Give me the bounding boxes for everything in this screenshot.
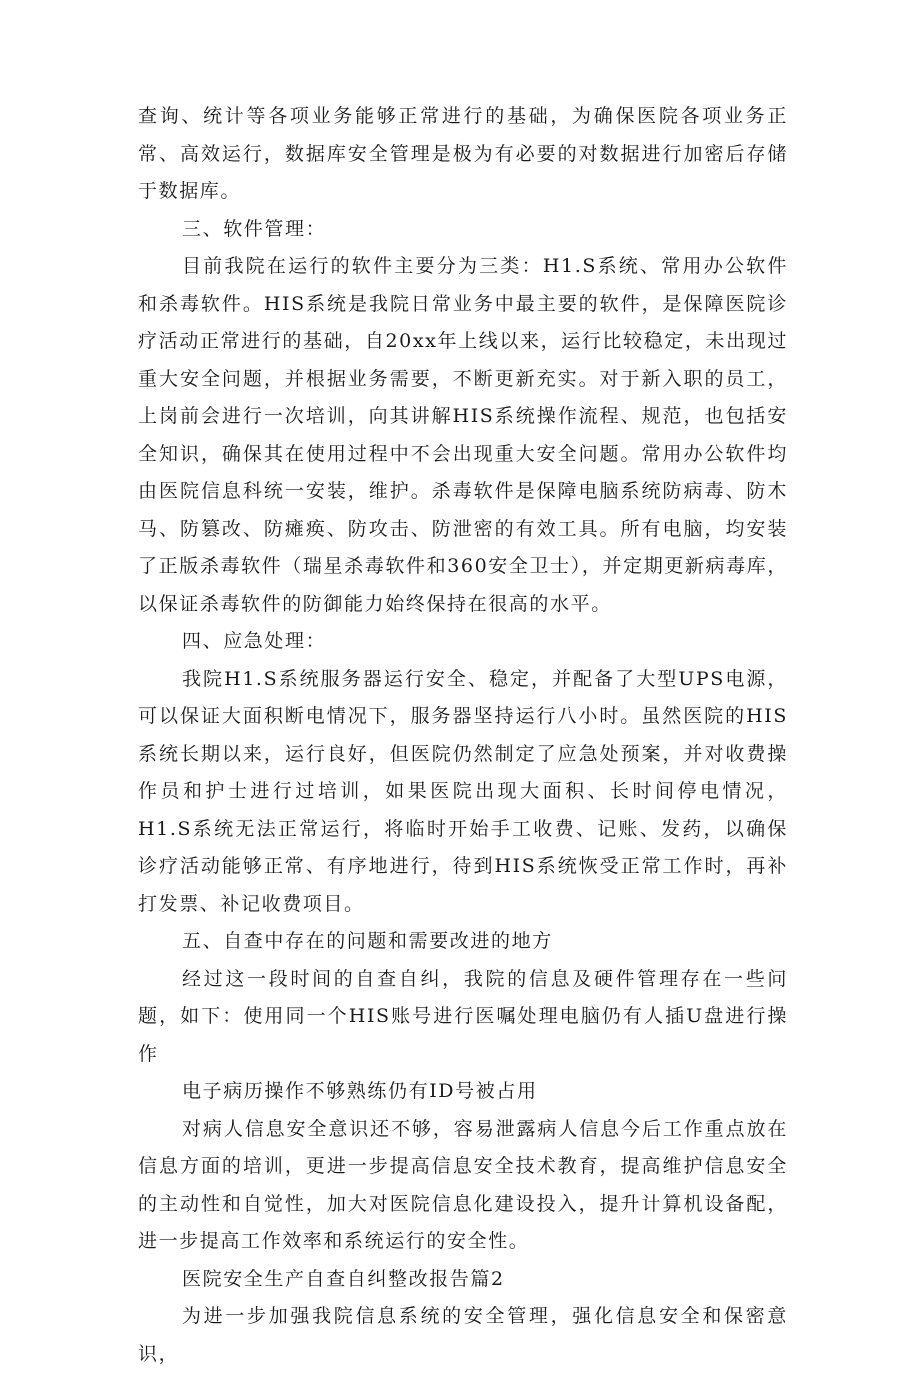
heading-emergency-handling: 四、应急处理： <box>182 630 327 652</box>
heading-software-management: 三、软件管理： <box>182 217 327 240</box>
paragraph-future-work: 对病人信息安全意识还不够，容易泄露病人信息今后工作重点放在信息方面的培训，更进一步提高信息安全技术教育，提高维护信息安全的主动性和自觉性，加大对医院信息化建设投入，提升计算机设备配，进一步提高工作效率和系统运行的安全性。 <box>138 1117 788 1252</box>
heading-problems-improvements: 五、自查中存在的问题和需要改进的地方 <box>182 930 553 952</box>
paragraph-self-check-issues: 经过这一段时间的自查自纠，我院的信息及硬件管理存在一些问题，如下：使用同一个HIS账号进行医嘱处理电脑仍有人插U盘进行操作 <box>138 967 788 1065</box>
paragraph-report-title-2: 医院安全生产自查自纠整改报告篇2 <box>182 1267 505 1290</box>
paragraph-emergency-plan: 我院H1.S系统服务器运行安全、稳定，并配备了大型UPS电源，可以保证大面积断电情况下，服务器坚持运行八小时。虽然医院的HIS系统长期以来，运行良好，但医院仍然制定了应急处预案，并对收费操作员和护士进行过培训，如果医院出现大面积、长时间停电情况，H1.S系统无法正常运行，将临时开始手工收费、记账、发药，以确保诊疗活动能够正常、有序地进行，待到HIS系统恢受正常工作时，再补打发票、补记收费项目。 <box>138 667 788 915</box>
paragraph-report-intro: 为进一步加强我院信息系统的安全管理，强化信息安全和保密意识， <box>138 1305 788 1365</box>
paragraph-emr-issue: 电子病历操作不够熟练仍有ID号被占用 <box>182 1080 538 1102</box>
paragraph-software-overview: 目前我院在运行的软件主要分为三类：H1.S系统、常用办公软件和杀毒软件。HIS系统是我院日常业务中最主要的软件，是保障医院诊疗活动正常进行的基础，自20xx年上线以来，运行比较稳定，未出现过重大安全问题，并根据业务需要，不断更新充实。对于新入职的员工，上岗前会进行一次培训，向其讲解HIS系统操作流程、规范，也包括安全知识，确保其在使用过程中不会出现重大安全问题。常用办公软件均由医院信息科统一安装，维护。杀毒软件是保障电脑系统防病毒、防木马、防篡改、防瘫痪、防攻击、防泄密的有效工具。所有电脑，均安装了正版杀毒软件（瑞星杀毒软件和360安全卫士），并定期更新病毒库，以保证杀毒软件的防御能力始终保持在很高的水平。 <box>138 255 788 615</box>
paragraph-database-security: 查询、统计等各项业务能够正常进行的基础，为确保医院各项业务正常、高效运行，数据库安全管理是极为有必要的对数据进行加密后存储于数据库。 <box>138 105 788 202</box>
document-page <box>138 98 788 1373</box>
